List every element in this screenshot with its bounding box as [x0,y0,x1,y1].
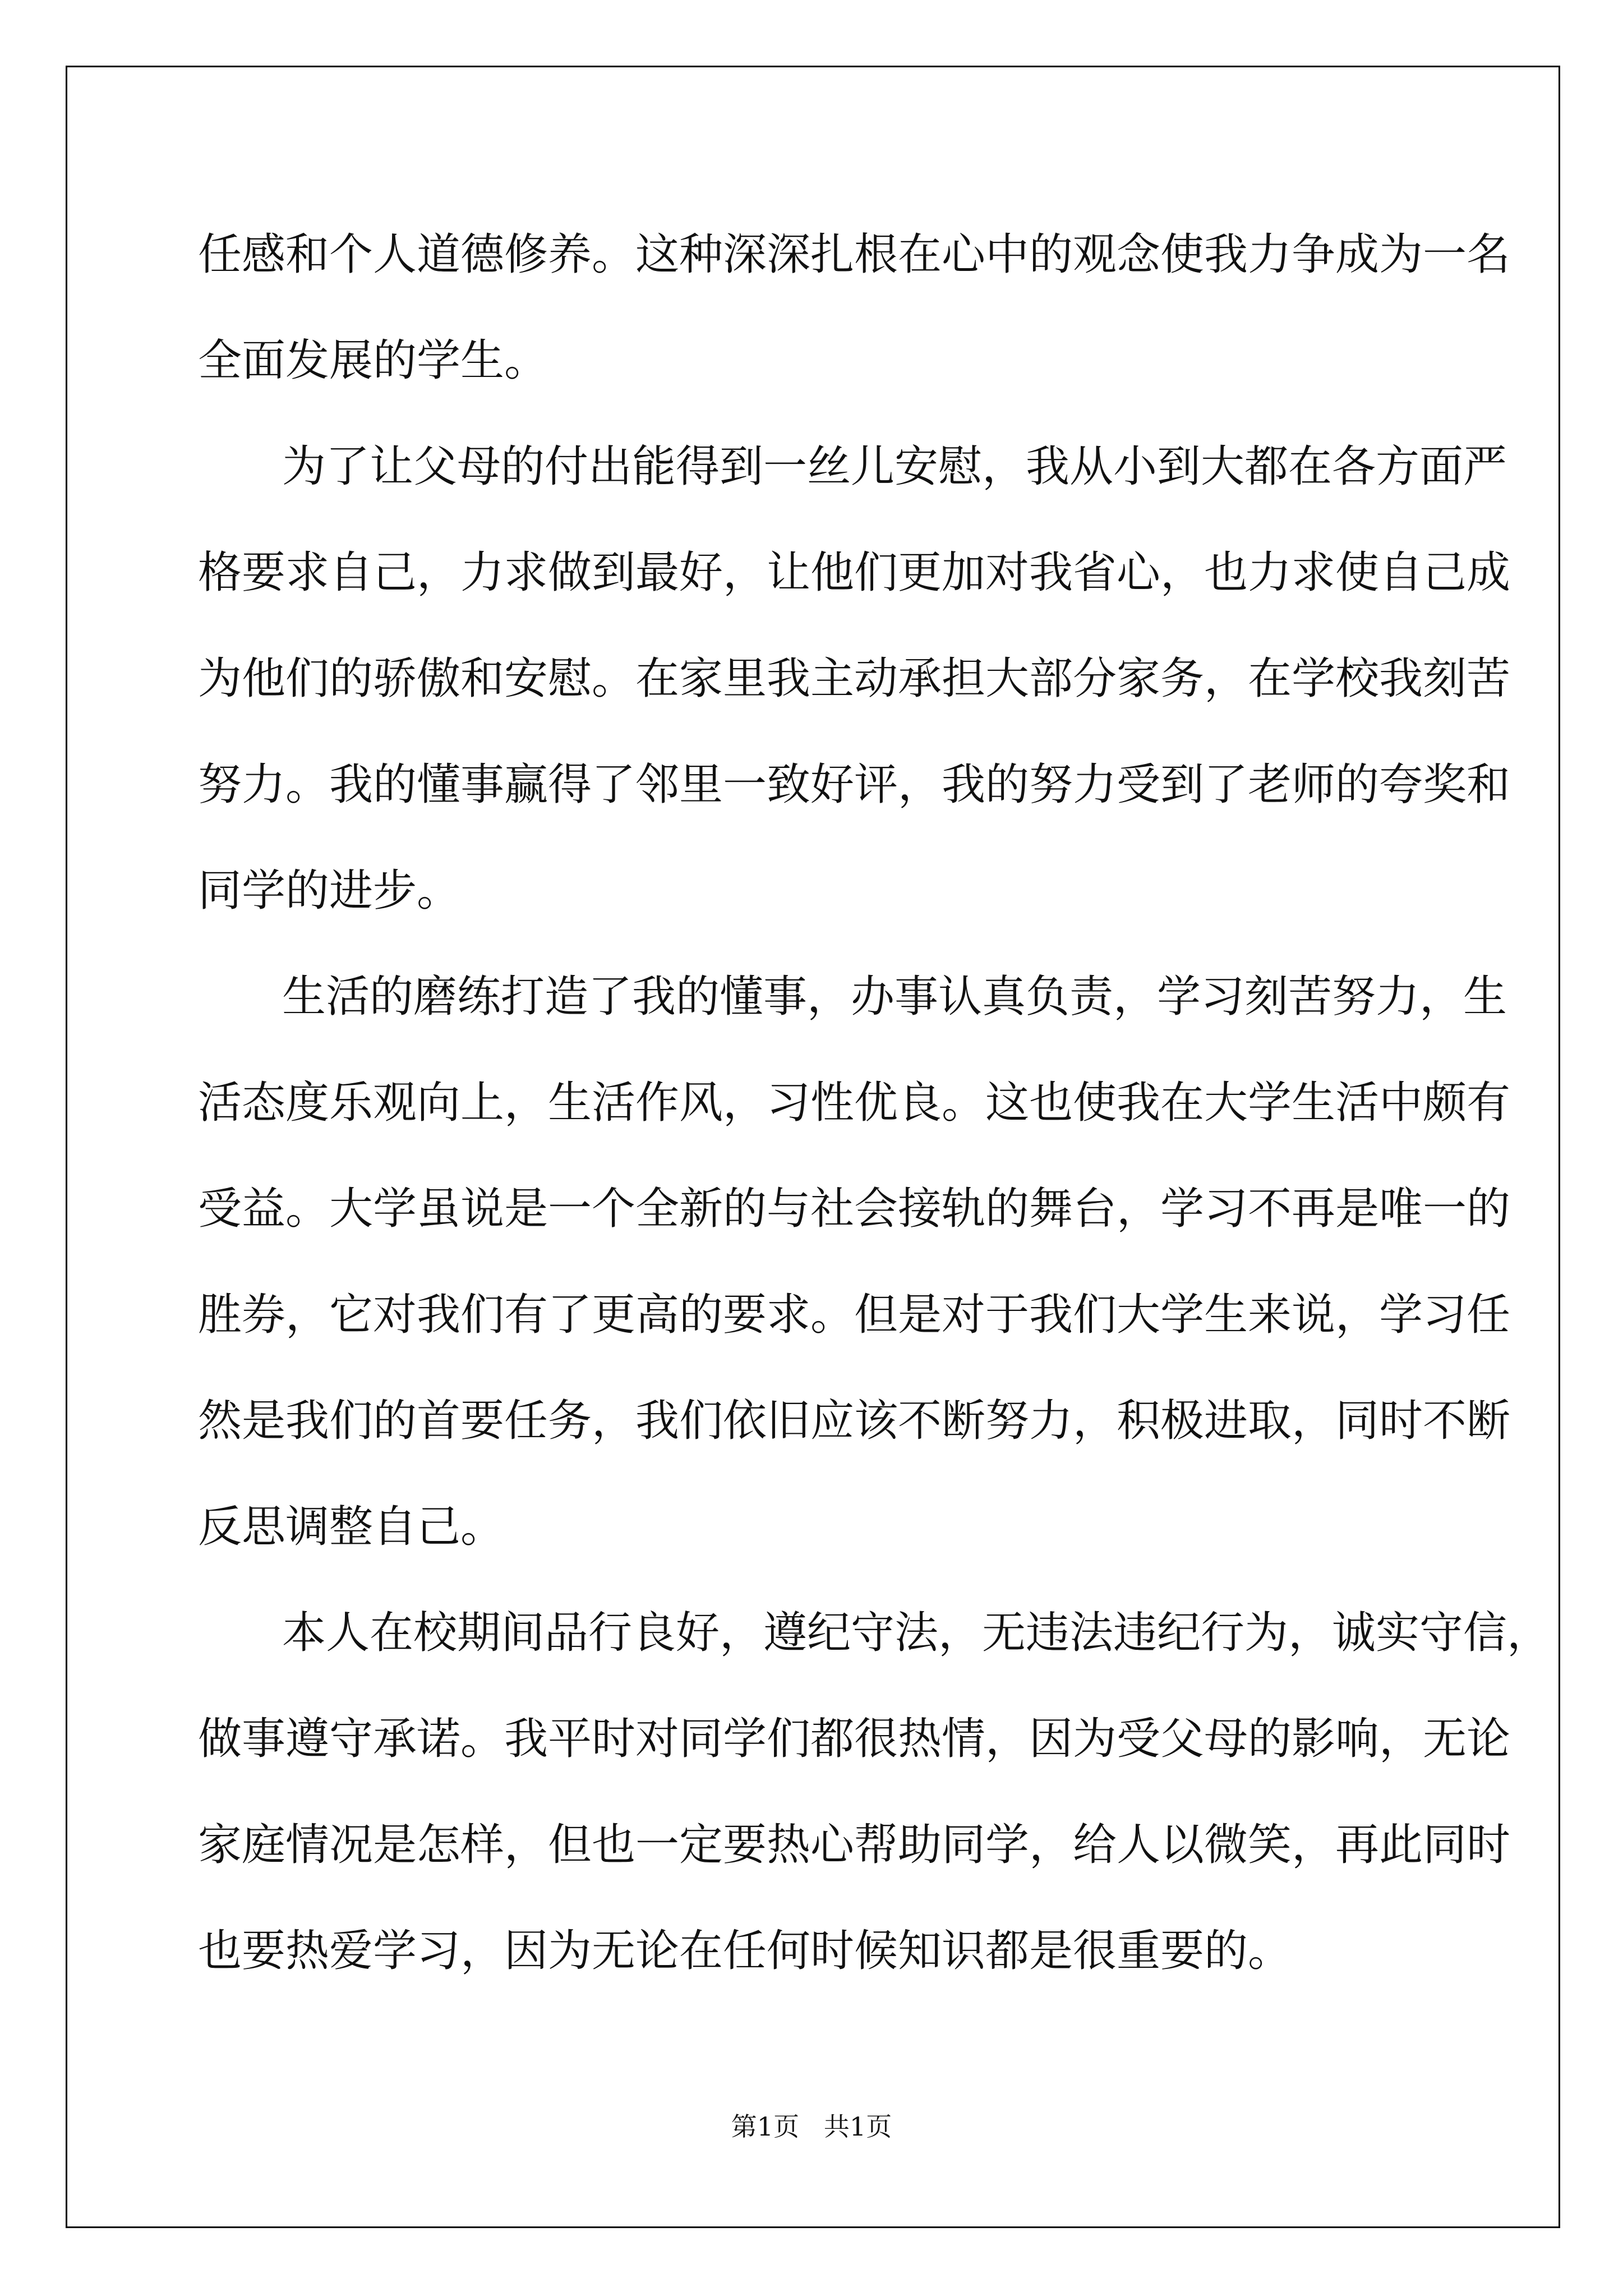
text-line: 做事遵守承诺。我平时对同学们都很热情，因为受父母的影响，无论 [198,1714,1511,1764]
text-line: 活态度乐观向上，生活作风，习性优良。这也使我在大学生活中颇有 [198,1078,1511,1128]
paragraph-start-line: 为了让父母的付出能得到一丝儿安慰，我从小到大都在各方面严 [282,441,1507,492]
paragraph-start-line: 本人在校期间品行良好，遵纪守法，无违法违纪行为，诚实守信， [282,1608,1551,1658]
text-line: 努力。我的懂事赢得了邻里一致好评，我的努力受到了老师的夸奖和 [198,760,1511,810]
text-line: 家庭情况是怎样，但也一定要热心帮助同学，给人以微笑，再此同时 [198,1820,1511,1870]
text-line: 全面发展的学生。 [198,335,548,386]
text-line: 也要热爱学习，因为无论在任何时候知识都是很重要的。 [198,1926,1292,1976]
text-line: 同学的进步。 [198,866,461,916]
text-line: 格要求自己，力求做到最好，让他们更加对我省心，也力求使自己成 [198,547,1511,598]
text-line: 胜券，它对我们有了更高的要求。但是对于我们大学生来说，学习任 [198,1290,1511,1340]
document-body [198,202,1551,2004]
text-line: 为他们的骄傲和安慰。在家里我主动承担大部分家务，在学校我刻苦 [198,654,1511,704]
paragraph-start-line: 生活的磨练打造了我的懂事，办事认真负责，学习刻苦努力，生 [282,972,1507,1022]
page-number-footer: 第1页 共1页 [731,2111,892,2142]
text-line: 然是我们的首要任务，我们依旧应该不断努力，积极进取，同时不断 [198,1396,1511,1446]
text-line: 反思调整自己。 [198,1502,505,1552]
text-line: 任感和个人道德修养。这种深深扎根在心中的观念使我力争成为一名 [198,229,1511,280]
text-line: 受益。大学虽说是一个全新的与社会接轨的舞台，学习不再是唯一的 [198,1184,1511,1234]
